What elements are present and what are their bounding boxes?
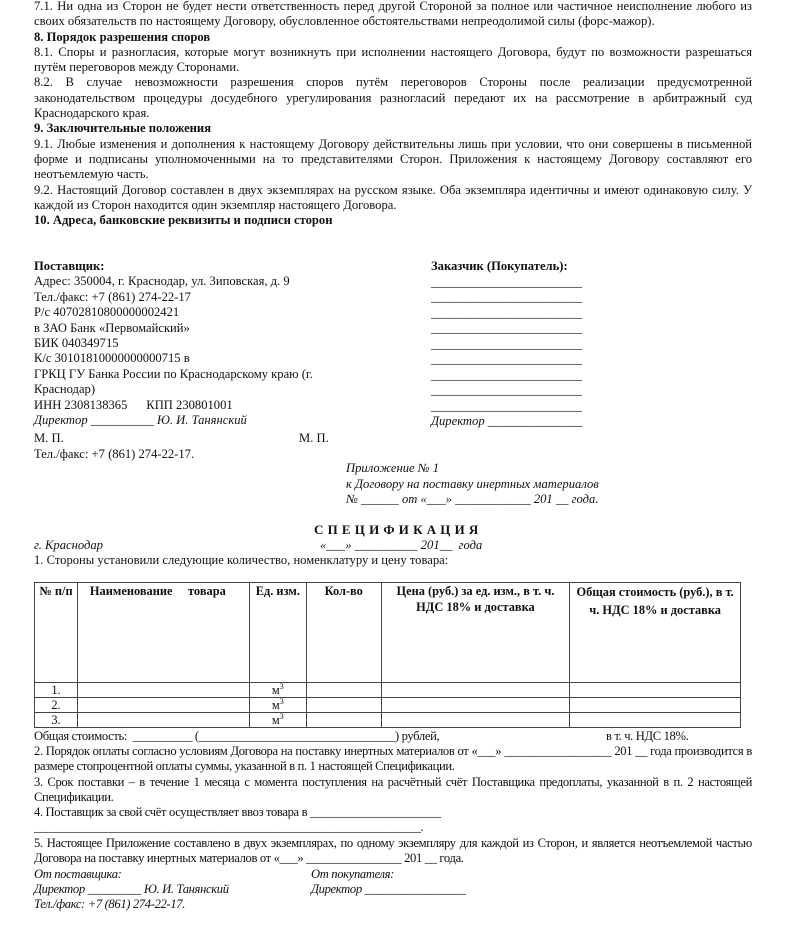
spec-clause-3: 3. Срок поставки – в течение 1 месяца с момента поступления на расчётный счёт Поставщика предоплаты, указанной в п. 2 настоящей Спецификации.: [34, 774, 752, 804]
from-supplier-label: От поставщика:: [34, 867, 122, 881]
supplier-phone: Тел./факс: +7 (861) 274-22-17: [34, 289, 191, 304]
supplier-phone-fax: Тел./факс: +7 (861) 274-22-17.: [34, 446, 195, 461]
table-row: [35, 713, 741, 728]
customer-director-signature: Директор _______________: [431, 414, 583, 428]
spec-clause-5: 5. Настоящее Приложение составлено в двух экземплярах, по одному экземпляру для каждой из Сторон, и является неотъемлемой частью Договора на поставку инертных материалов от «___» ________________ 201 __ года.: [34, 835, 752, 866]
spec-intro: 1. Стороны установили следующие количество, номенклатуру и цену товара:: [34, 553, 449, 567]
appendix-contract-date: № ______ от «___» ____________ 201 __ года.: [346, 492, 599, 506]
cell-price: [381, 713, 570, 728]
clause-9-1: 9.1. Любые изменения и дополнения к настоящему Договору действительны лишь при условии, что они совершены в письменной форме и подписаны уполномоченными на то представителями Сторон. Приложения к настоящему Договору составляют его неотъемлемую часть.: [34, 136, 752, 182]
supplier-address: Адрес: 350004, г. Краснодар, ул. Зиповская, д. 9: [34, 274, 290, 289]
table-row: [35, 698, 741, 713]
cell-unit: [249, 698, 306, 713]
contract-sections: [34, 0, 752, 228]
customer-blank-line: ________________________: [431, 305, 583, 320]
section-8-heading: 8. Порядок разрешения споров: [34, 29, 211, 44]
cell-unit: [249, 713, 306, 728]
col-header-name: Наименование товара: [77, 583, 249, 683]
clause-9-2: 9.2. Настоящий Договор составлен в двух экземплярах на русском языке. Оба экземпляра идентичны и имеют одинаковую силу. У каждой из Сторон находится один экземпляр настоящего Договора.: [34, 182, 752, 212]
appendix-header: [346, 461, 599, 508]
spec-supplier-signature: [34, 867, 229, 912]
spec-clause-4-line2: _________________________________________________________________.: [34, 820, 424, 835]
total-cost-vat: в т. ч. НДС 18%.: [606, 729, 689, 743]
cell-number: 3.: [35, 713, 78, 728]
spec-clause-2: 2. Порядок оплаты согласно условиям Договора на поставку инертных материалов от «___» __________________ 201 __ года производится в размере стопроцентной оплаты суммы, указанной в п. 1 настоящей Спецификации.: [34, 744, 752, 774]
spec-customer-signature: [311, 867, 466, 897]
supplier-block: [34, 259, 313, 462]
cell-total: [570, 713, 741, 728]
table-row: [35, 683, 741, 698]
appendix-number: Приложение № 1: [346, 461, 440, 475]
cell-number: 1.: [35, 683, 78, 698]
customer-blank-lines: [431, 275, 582, 415]
cell-unit: [249, 683, 306, 698]
supplier-director-signature: Директор __________ Ю. И. Танянский: [34, 413, 247, 428]
appendix-contract-ref: к Договору на поставку инертных материалов: [346, 476, 599, 491]
col-header-total: Общая стоимость (руб.), в т. ч. НДС 18% и доставка: [570, 583, 741, 683]
customer-blank-line: ________________________: [431, 321, 583, 335]
spec-customer-director: Директор _________________: [311, 882, 466, 896]
cell-price: [381, 698, 570, 713]
spec-clause-4-line1: 4. Поставщик за свой счёт осуществляет ввоз товара в ______________________: [34, 805, 441, 820]
col-header-qty: Кол-во: [306, 583, 381, 683]
clause-8-1: 8.1. Споры и разногласия, которые могут возникнуть при исполнении настоящего Договора, будут по возможности разрешаться путём переговоров между Сторонами.: [34, 44, 752, 75]
spec-after-table: [34, 744, 752, 866]
cell-total: [570, 698, 741, 713]
customer-blank-line: ________________________: [431, 336, 583, 351]
unit-label: м: [271, 698, 280, 712]
clause-7-1: 7.1. Ни одна из Сторон не будет нести ответственность перед другой Стороной за полное или частичное неисполнение любого из своих обязательств по настоящему Договору, обусловленное обстоятельствами непреодолимой силы (форс-мажор).: [34, 0, 752, 29]
section-9-heading: 9. Заключительные положения: [34, 121, 212, 136]
spec-supplier-director: Директор _________ Ю. И. Танянский: [34, 882, 229, 896]
unit-exponent: 3: [279, 711, 284, 721]
supplier-inn-kpp: ИНН 2308138365 КПП 230801001: [34, 397, 233, 412]
unit-label: м: [271, 683, 280, 697]
supplier-bank-branch: ГРКЦ ГУ Банка России по Краснодарскому краю (г.: [34, 366, 313, 381]
cell-name: [77, 683, 249, 698]
supplier-corr-account: К/с 30101810000000000715 в: [34, 351, 190, 366]
from-customer-label: От покупателя:: [311, 867, 395, 881]
cell-price: [381, 683, 570, 698]
customer-blank-line: ________________________: [431, 290, 583, 304]
customer-blank-line: ________________________: [431, 274, 583, 289]
clause-8-2: 8.2. В случае невозможности разрешения споров путём переговоров Стороны после реализации предусмотренной законодательством процедуры досудебного урегулирования разногласий передают их на рассмотрение в арбитражный суд Краснодарского края.: [34, 75, 752, 121]
cell-qty: [306, 713, 381, 728]
col-header-number: № п/п: [35, 583, 78, 683]
spec-date: «___» __________ 201__ года: [320, 538, 483, 552]
col-header-price: Цена (руб.) за ед. изм., в т. ч. НДС 18% и доставка: [381, 583, 570, 683]
cell-name: [77, 713, 249, 728]
unit-label: м: [271, 713, 280, 727]
cell-total: [570, 683, 741, 698]
unit-exponent: 3: [279, 681, 284, 691]
total-cost-line: Общая стоимость: __________ (_________________________________) рублей,: [34, 729, 440, 743]
supplier-bank: в ЗАО Банк «Первомайский»: [34, 320, 190, 335]
spec-title: СПЕЦИФИКАЦИЯ: [314, 522, 483, 537]
customer-heading: Заказчик (Покупатель):: [431, 259, 568, 273]
spec-city: г. Краснодар: [34, 538, 103, 552]
customer-stamp: М. П.: [299, 431, 329, 445]
customer-blank-line: ________________________: [431, 367, 583, 382]
customer-blank-line: ________________________: [431, 352, 583, 366]
cell-qty: [306, 698, 381, 713]
spec-supplier-phone: Тел./факс: +7 (861) 274-22-17.: [34, 897, 186, 911]
customer-block: [431, 259, 582, 430]
col-header-unit: Ед. изм.: [249, 583, 306, 683]
unit-exponent: 3: [279, 696, 284, 706]
supplier-bik: БИК 040349715: [34, 336, 119, 351]
supplier-bank-city: Краснодар): [34, 382, 96, 397]
table-header-row: [35, 583, 741, 683]
cell-name: [77, 698, 249, 713]
specification-table: [34, 582, 741, 728]
supplier-heading: Поставщик:: [34, 259, 105, 273]
customer-blank-line: ________________________: [431, 383, 583, 397]
supplier-stamp: М. П.: [34, 431, 64, 446]
cell-number: 2.: [35, 698, 78, 713]
customer-blank-line: ________________________: [431, 398, 583, 413]
supplier-account: Р/с 40702810800000002421: [34, 305, 180, 320]
cell-qty: [306, 683, 381, 698]
section-10-heading: 10. Адреса, банковские реквизиты и подписи сторон: [34, 213, 333, 228]
